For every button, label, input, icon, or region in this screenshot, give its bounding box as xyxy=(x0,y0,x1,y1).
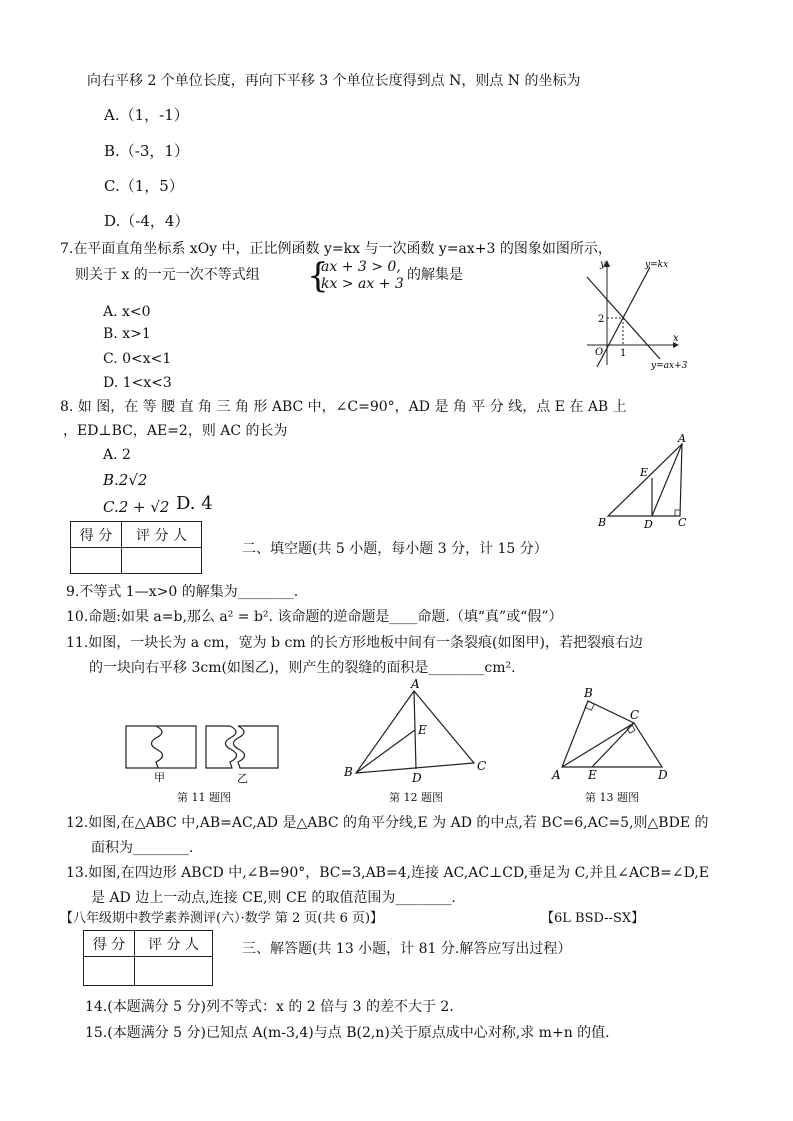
q8-label-d: D xyxy=(644,518,653,531)
q7-option-c: C. 0<x<1 xyxy=(103,351,172,367)
q7-system-2: kx > ax + 3 xyxy=(321,276,404,292)
q8-option-d: D. 4 xyxy=(176,493,213,514)
q7-option-b: B. x>1 xyxy=(103,326,151,342)
fig11-label-yi: 乙 xyxy=(237,772,248,785)
q6-option-c: C.（1，5） xyxy=(104,177,184,195)
fig11-yi-left xyxy=(206,726,237,768)
score3-header-defen: 得 分 xyxy=(84,931,135,957)
q7-option-d: D. 1<x<3 xyxy=(103,375,172,391)
fig12-label-a: A xyxy=(411,677,420,691)
score-cell-defen[interactable] xyxy=(71,548,122,574)
q8-line1: 8. 如 图，在 等 腰 直 角 三 角 形 ABC 中，∠C=90°，AD 是 角 平 分 线，点 E 在 AB 上 xyxy=(60,399,627,415)
q8-figure xyxy=(590,432,700,532)
caption-fig13: 第 13 题图 xyxy=(585,791,639,804)
q15: 15.(本题满分 5 分)已知点 A(m-3,4)与点 B(2,n)关于原点成中心对称,求 m+n 的值. xyxy=(85,1025,610,1041)
section-3-title: 三、解答题(共 13 小题，计 81 分.解答应写出过程） xyxy=(242,941,572,957)
q9: 9.不等式 1—x>0 的解集为________. xyxy=(66,584,299,600)
score3-cell-pingfen[interactable] xyxy=(135,957,213,986)
footer-right: 【6L BSD--SX】 xyxy=(541,911,645,926)
fig13-quadrilateral xyxy=(562,701,662,767)
fig13 xyxy=(548,685,678,785)
fig13-label-d: D xyxy=(658,768,668,782)
q13-line2: 是 AD 边上一动点,连接 CE,则 CE 的取值范围为________. xyxy=(91,890,456,906)
score3-cell-defen[interactable] xyxy=(84,957,135,986)
caption-fig11: 第 11 题图 xyxy=(177,791,231,804)
q7-option-a: A. x<0 xyxy=(103,304,151,320)
q6-option-a: A.（1，-1） xyxy=(104,106,189,124)
fig11-jia-crack xyxy=(151,726,162,768)
fig13-label-e: E xyxy=(588,768,597,782)
score3-header-pingfen: 评 分 人 xyxy=(135,931,213,957)
q8-label-a: A xyxy=(678,432,686,445)
q11-line2: 的一块向右平移 3cm(如图乙)，则产生的裂缝的面积是________cm². xyxy=(89,660,516,676)
q8-option-c: C.2 + √2 xyxy=(103,498,170,516)
q7-label-y: y xyxy=(600,259,606,270)
q8-label-b: B xyxy=(598,516,607,529)
q8-label-c: C xyxy=(678,516,687,529)
fig12-label-c: C xyxy=(477,759,487,773)
score-header-pingfen: 评 分 人 xyxy=(122,522,202,548)
score-table-3 xyxy=(83,930,213,986)
fig12-label-b: B xyxy=(344,765,353,779)
q12-line2: 面积为________. xyxy=(91,840,194,856)
q7-system-1: ax + 3 > 0, xyxy=(321,259,401,275)
q14: 14.(本题满分 5 分)列不等式：x 的 2 倍与 3 的差不大于 2. xyxy=(85,999,454,1015)
q7-line2-b: 的解集是 xyxy=(407,267,463,283)
fig13-label-a: A xyxy=(552,768,561,782)
fig11-yi-right xyxy=(233,726,278,768)
q8-option-b: B.2√2 xyxy=(103,471,148,489)
fig11-jia-rect xyxy=(126,726,196,768)
fig12-label-d: D xyxy=(412,771,422,785)
q7-label-two: 2 xyxy=(598,314,605,325)
q6-option-b: B.（-3，1） xyxy=(104,142,189,160)
q7-label-one: 1 xyxy=(620,348,627,359)
q7-label-x: x xyxy=(673,333,679,344)
q7-line2-a: 则关于 x 的一元一次不等式组 xyxy=(75,267,260,283)
q7-line1: 7.在平面直角坐标系 xOy 中，正比例函数 y=kx 与一次函数 y=ax+3 的图象如图所示， xyxy=(60,241,612,257)
q6-option-d: D.（-4，4） xyxy=(104,212,190,230)
section-2-title: 二、填空题(共 5 小题，每小题 3 分，计 15 分） xyxy=(242,541,548,557)
q7-graph xyxy=(585,255,695,375)
q7-label-line2: y=ax+3 xyxy=(651,361,688,371)
q6-stem: 向右平移 2 个单位长度，再向下平移 3 个单位长度得到点 N，则点 N 的坐标为 xyxy=(87,73,581,89)
q8-segment-ad xyxy=(652,444,682,516)
q8-line2: ，ED⊥BC，AE=2，则 AC 的长为 xyxy=(63,423,288,439)
fig11 xyxy=(120,718,290,788)
q11-line1: 11.如图，一块长为 a cm，宽为 b cm 的长方形地板中间有一条裂痕(如图甲)，若把裂痕右边 xyxy=(66,635,643,651)
fig13-label-b: B xyxy=(584,686,593,700)
q7-brace: { xyxy=(307,256,329,296)
q8-triangle xyxy=(608,444,682,516)
fig11-label-jia: 甲 xyxy=(154,771,165,784)
fig12-segment-be xyxy=(356,730,415,773)
footer-left: 【八年级期中教学素养测评(六）·数学 第 2 页(共 6 页)】 xyxy=(60,911,384,926)
q12-line1: 12.如图,在△ABC 中,AB=AC,AD 是△ABC 的角平分线,E 为 AD 的中点,若 BC=6,AC=5,则△BDE 的 xyxy=(66,815,709,831)
fig12 xyxy=(340,677,495,785)
score-cell-pingfen[interactable] xyxy=(122,548,202,574)
q7-label-o: O xyxy=(595,347,604,358)
score-header-defen: 得 分 xyxy=(71,522,122,548)
score-table-2 xyxy=(70,521,202,574)
fig12-label-e: E xyxy=(418,723,427,737)
q8-option-a: A. 2 xyxy=(103,447,131,463)
q10: 10.命题:如果 a=b,那么 a² = b². 该命题的逆命题是____命题.（填“真”或“假”） xyxy=(66,609,563,625)
q8-label-e: E xyxy=(640,466,649,479)
q13-line1: 13.如图,在四边形 ABCD 中,∠B=90°，BC=3,AB=4,连接 AC,AC⊥CD,垂足为 C,并且∠ACB=∠D,E xyxy=(66,865,709,881)
fig13-label-c: C xyxy=(630,708,640,722)
q7-label-line1: y=kx xyxy=(645,260,669,270)
caption-fig12: 第 12 题图 xyxy=(389,791,443,804)
